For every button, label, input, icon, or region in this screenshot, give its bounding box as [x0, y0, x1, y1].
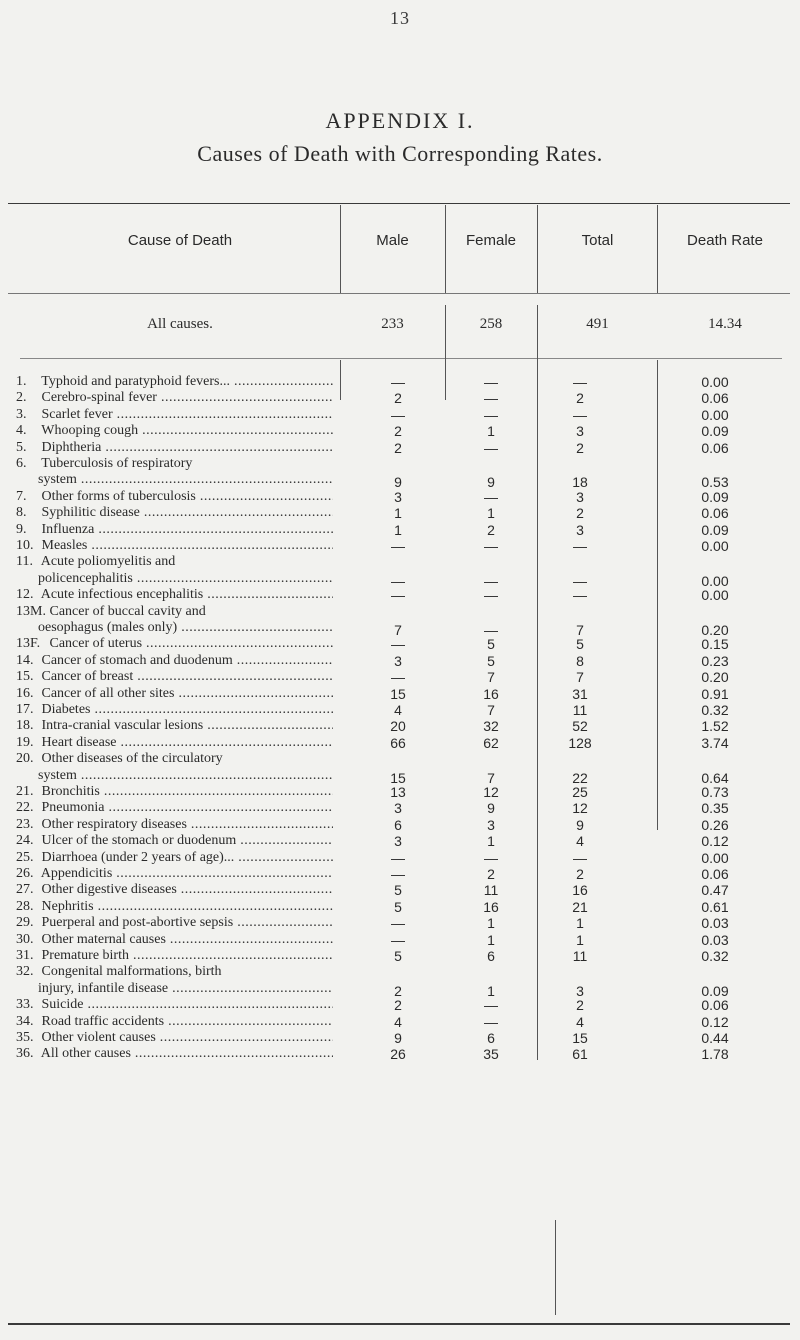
page-number: 13 — [390, 8, 410, 28]
all-causes-rate: 14.34 — [708, 316, 742, 332]
cause-text: Whooping cough — [38, 423, 139, 439]
cell-female: 35 — [483, 1046, 499, 1063]
cause-label — [16, 587, 333, 603]
cell-female: 62 — [483, 734, 499, 751]
cause-number: 5. — [16, 439, 27, 455]
cell-male: — — [391, 538, 405, 554]
cell-male: 5 — [394, 882, 402, 899]
cell-total: 8 — [576, 652, 584, 669]
cause-label — [16, 522, 333, 538]
cause-label — [16, 735, 333, 751]
cell-female: 2 — [487, 521, 495, 538]
cell-rate: 0.20 — [701, 622, 729, 638]
cell-male: — — [391, 866, 405, 882]
cell-male: — — [391, 849, 405, 866]
cause-number: 30. — [16, 931, 34, 947]
cause-number: 34. — [16, 1013, 34, 1029]
cell-male: 3 — [394, 652, 402, 669]
cause-label — [16, 554, 333, 570]
header-death-rate: Death Rate — [687, 232, 763, 249]
cell-total: 7 — [576, 622, 584, 638]
cell-total: 2 — [576, 997, 584, 1014]
all-causes-male: 233 — [381, 316, 404, 332]
cell-rate: 0.61 — [701, 898, 729, 915]
cell-male: 2 — [394, 439, 402, 456]
cell-total: — — [573, 572, 587, 589]
cell-male: 15 — [390, 769, 406, 786]
cell-rate: 0.03 — [701, 915, 729, 932]
cause-text: Acute infectious encephalitis — [38, 587, 204, 603]
cell-rate: 0.09 — [701, 423, 729, 440]
cause-text: Other respiratory diseases — [38, 816, 187, 832]
cause-text: Acute poliomyelitis and — [38, 554, 176, 570]
cell-total: — — [573, 406, 587, 423]
cause-text: Other diseases of the circulatory — [38, 751, 223, 767]
cause-text: Cancer of uterus — [46, 636, 143, 652]
cause-number: 13M. — [16, 603, 46, 619]
cell-female: — — [484, 439, 498, 456]
cell-rate: 0.23 — [701, 652, 729, 669]
cause-number: 31. — [16, 948, 34, 963]
cause-text: system — [38, 767, 77, 783]
cause-label — [16, 833, 333, 849]
cell-male: 2 — [394, 423, 402, 440]
cell-total: 25 — [572, 784, 588, 800]
cell-total: — — [573, 849, 587, 866]
cell-rate: 0.06 — [701, 390, 729, 407]
cell-male: 5 — [394, 898, 402, 915]
cause-text: Typhoid and paratyphoid fevers... — [38, 374, 230, 389]
cell-female: — — [484, 622, 498, 638]
cell-total: — — [573, 587, 587, 604]
cause-text: Intra-cranial vascular lesions — [38, 718, 204, 734]
cause-label — [16, 899, 333, 915]
cell-female: 1 — [487, 505, 495, 522]
cell-total: 2 — [576, 439, 584, 456]
cell-total: — — [573, 538, 587, 554]
appendix-title: APPENDIX I. — [325, 108, 475, 133]
cell-male: 66 — [390, 734, 406, 751]
cause-text: Tuberculosis of respiratory — [38, 456, 193, 471]
cell-female: 3 — [487, 816, 495, 833]
cell-total: 2 — [576, 866, 584, 882]
cause-text: Scarlet fever — [38, 406, 113, 422]
all-causes-female: 258 — [479, 316, 503, 332]
cell-rate: 0.00 — [701, 538, 729, 554]
cause-number: 2. — [16, 390, 27, 406]
cause-number: 28. — [16, 898, 34, 914]
cell-rate: 0.32 — [701, 702, 729, 718]
cause-label — [16, 997, 333, 1013]
cause-label — [16, 505, 333, 521]
cell-rate: 0.09 — [701, 521, 729, 538]
cause-label — [16, 390, 333, 406]
cause-text: Suicide — [38, 997, 84, 1013]
cause-number: 7. — [16, 488, 27, 504]
cell-male: — — [391, 587, 405, 604]
cause-label — [16, 686, 333, 702]
cell-total: 4 — [576, 1013, 584, 1030]
cause-number: 13F. — [16, 636, 41, 652]
cell-rate: 1.52 — [701, 718, 729, 735]
cell-rate: 0.06 — [701, 505, 729, 522]
cause-text: Other forms of tuberculosis — [38, 488, 196, 504]
cell-female: 5 — [487, 652, 495, 669]
cell-rate: 0.47 — [701, 882, 729, 899]
cell-male: — — [391, 669, 405, 686]
cause-label — [16, 407, 333, 423]
cause-text: Appendicitis — [38, 866, 113, 881]
cause-number: 27. — [16, 882, 34, 898]
cause-text: Ulcer of the stomach or duodenum — [38, 833, 237, 849]
cell-male: — — [391, 572, 405, 589]
cause-number: 16. — [16, 685, 34, 701]
cell-rate: 0.12 — [701, 1013, 729, 1030]
header-cause: Cause of Death — [127, 232, 233, 249]
cell-total: 9 — [576, 816, 584, 833]
cause-text: Puerperal and post-abortive sepsis — [38, 915, 234, 931]
cause-label — [16, 932, 333, 948]
cell-total: 3 — [576, 521, 584, 538]
all-causes-label: All causes. — [147, 316, 213, 332]
cause-number: 23. — [16, 816, 34, 832]
cell-female: 1 — [487, 833, 495, 850]
cause-label — [16, 882, 333, 898]
cell-rate: 0.06 — [701, 866, 729, 882]
cause-number: 11. — [16, 554, 33, 570]
cause-text: policencephalitis — [38, 570, 133, 586]
table-title: Causes of Death with Corresponding Rates. — [197, 141, 603, 166]
cause-number: 25. — [16, 849, 34, 865]
cause-number: 20. — [16, 751, 34, 767]
cell-male: — — [391, 406, 405, 423]
cell-female: 6 — [487, 948, 495, 964]
cell-male: 2 — [394, 982, 402, 999]
cell-male: 9 — [394, 474, 402, 491]
cell-female: — — [484, 587, 498, 604]
cause-label — [16, 948, 333, 964]
cell-rate: 0.73 — [701, 784, 729, 800]
cell-male: — — [391, 915, 405, 932]
header-total: Total — [581, 232, 614, 249]
cause-label — [16, 653, 333, 669]
cell-total: 22 — [572, 769, 588, 786]
cause-number: 10. — [16, 538, 34, 553]
cause-text: Cancer of all other sites — [38, 685, 175, 701]
cell-female: — — [484, 538, 498, 554]
cell-total: 5 — [576, 636, 584, 653]
cause-label — [16, 669, 333, 685]
cell-rate: 0.20 — [701, 669, 729, 686]
cause-text: system — [38, 472, 77, 488]
cell-rate: 0.64 — [701, 769, 729, 786]
cause-number: 6. — [16, 456, 27, 471]
cause-label — [16, 718, 333, 734]
cell-total: 11 — [572, 702, 588, 718]
cell-male: 5 — [394, 948, 402, 964]
cell-total: 52 — [572, 718, 588, 735]
cell-male: 26 — [390, 1046, 406, 1063]
cause-text: All other causes — [38, 1046, 131, 1062]
cell-male: 13 — [390, 784, 406, 800]
cell-female: 1 — [487, 931, 495, 948]
cause-text: Bronchitis — [38, 784, 100, 799]
cause-label — [16, 1046, 333, 1062]
cell-total: 15 — [572, 1030, 588, 1046]
cell-rate: 0.26 — [701, 816, 729, 833]
cause-label — [16, 472, 333, 488]
cell-rate: 0.00 — [701, 374, 729, 390]
cell-rate: 0.06 — [701, 439, 729, 456]
cell-female: 9 — [487, 474, 495, 491]
cell-male: — — [391, 374, 405, 390]
cause-number: 29. — [16, 915, 34, 931]
cause-number: 32. — [16, 964, 34, 980]
cell-total: 3 — [576, 423, 584, 440]
cause-text: Cancer of buccal cavity and — [46, 603, 206, 619]
cell-rate: 0.53 — [701, 474, 729, 491]
cell-rate: 0.00 — [701, 406, 729, 423]
cell-total: 16 — [572, 882, 588, 899]
cause-label — [16, 374, 333, 390]
cell-female: — — [484, 1013, 498, 1030]
cell-male: 4 — [394, 702, 402, 718]
cell-female: 1 — [487, 982, 495, 999]
cause-number: 15. — [16, 669, 34, 685]
cell-total: 31 — [572, 685, 588, 702]
cause-label — [16, 768, 333, 784]
cell-rate: 0.35 — [701, 800, 729, 817]
cause-text: Road traffic accidents — [38, 1013, 165, 1029]
cell-total: — — [573, 374, 587, 390]
cell-female: 7 — [487, 702, 495, 718]
cell-male: 1 — [394, 521, 402, 538]
cell-rate: 3.74 — [701, 734, 729, 751]
cell-male: 6 — [394, 816, 402, 833]
cause-label — [16, 620, 333, 636]
cause-label — [16, 1030, 333, 1046]
cause-number: 19. — [16, 734, 34, 750]
cell-total: 12 — [572, 800, 588, 817]
cause-text: Cancer of stomach and duodenum — [38, 652, 233, 668]
cause-text: Measles — [38, 538, 88, 553]
cause-number: 18. — [16, 718, 34, 734]
cell-male: — — [391, 931, 405, 948]
cause-label — [16, 440, 333, 456]
cause-text: Other violent causes — [38, 1030, 156, 1045]
cell-male: 2 — [394, 390, 402, 407]
cell-rate: 0.91 — [701, 685, 729, 702]
cause-label — [16, 784, 333, 800]
cause-number: 22. — [16, 800, 34, 816]
cell-female: 6 — [487, 1030, 495, 1046]
cause-text: Diabetes — [38, 702, 91, 717]
cell-female: — — [484, 572, 498, 589]
cause-label — [16, 1014, 333, 1030]
cause-label — [16, 702, 333, 718]
cell-female: — — [484, 390, 498, 407]
cell-total: 7 — [576, 669, 584, 686]
cell-total: 3 — [576, 488, 584, 505]
cause-text: injury, infantile disease — [38, 980, 169, 996]
cell-female: 5 — [487, 636, 495, 653]
cell-male: 1 — [394, 505, 402, 522]
cause-number: 36. — [16, 1046, 34, 1062]
cell-total: 128 — [568, 734, 592, 751]
cell-rate: 0.03 — [701, 931, 729, 948]
cause-label — [16, 866, 333, 882]
cell-rate: 0.00 — [701, 587, 729, 604]
cell-rate: 0.00 — [701, 849, 729, 866]
cause-number: 12. — [16, 587, 34, 603]
cause-number: 35. — [16, 1030, 34, 1045]
cause-label — [16, 964, 333, 980]
cell-female: 1 — [487, 915, 495, 932]
cell-male: 3 — [394, 800, 402, 817]
cell-female: 7 — [487, 669, 495, 686]
cell-rate: 0.00 — [701, 572, 729, 589]
cell-rate: 0.06 — [701, 997, 729, 1014]
cause-number: 8. — [16, 505, 27, 521]
cause-number: 24. — [16, 833, 34, 849]
cell-total: 18 — [572, 474, 588, 491]
cause-label — [16, 850, 333, 866]
cell-male: 20 — [390, 718, 406, 735]
cell-total: 2 — [576, 390, 584, 407]
cause-label — [16, 915, 333, 931]
cause-text: Nephritis — [38, 898, 94, 914]
cell-rate: 0.15 — [701, 636, 729, 653]
cell-rate: 0.09 — [701, 982, 729, 999]
cause-label — [16, 489, 333, 505]
cell-female: 11 — [483, 882, 499, 899]
cause-number: 9. — [16, 521, 27, 537]
cell-total: 21 — [572, 898, 588, 915]
cell-female: — — [484, 849, 498, 866]
header-female: Female — [465, 232, 517, 249]
cause-number: 3. — [16, 406, 27, 422]
cause-text: Other maternal causes — [38, 931, 166, 947]
cause-label — [16, 456, 333, 472]
cell-rate: 1.78 — [701, 1046, 729, 1063]
cause-text: Diarrhoea (under 2 years of age)... — [38, 849, 235, 865]
cause-label — [16, 604, 333, 620]
cause-text: Diphtheria — [38, 439, 102, 455]
cell-female: 16 — [483, 898, 499, 915]
cause-text: Cancer of breast — [38, 669, 134, 685]
cause-number: 4. — [16, 423, 27, 439]
cell-rate: 0.32 — [701, 948, 729, 964]
cell-male: 3 — [394, 833, 402, 850]
cause-text: Influenza — [38, 521, 95, 537]
cause-text: Congenital malformations, birth — [38, 964, 222, 980]
cell-total: 3 — [576, 982, 584, 999]
cell-female: 9 — [487, 800, 495, 817]
cell-male: 15 — [390, 685, 406, 702]
cell-total: 61 — [572, 1046, 588, 1063]
cause-number: 17. — [16, 702, 34, 717]
cause-label — [16, 538, 333, 554]
cell-male: 4 — [394, 1013, 402, 1030]
cell-female: 32 — [483, 718, 499, 735]
cause-text: oesophagus (males only) — [38, 620, 178, 635]
cell-male: 2 — [394, 997, 402, 1014]
cause-number: 14. — [16, 652, 34, 668]
cause-text: Premature birth — [38, 948, 129, 963]
cause-label — [16, 423, 333, 439]
cell-total: 1 — [576, 915, 584, 932]
cause-text: Pneumonia — [38, 800, 105, 816]
cell-female: — — [484, 374, 498, 390]
cell-rate: 0.12 — [701, 833, 729, 850]
cause-label — [16, 571, 333, 587]
cause-text: Cerebro-spinal fever — [38, 390, 157, 406]
cell-female: 2 — [487, 866, 495, 882]
cause-label — [16, 981, 333, 997]
cell-male: 7 — [394, 622, 402, 638]
cause-label — [16, 636, 333, 652]
cell-female: 12 — [483, 784, 499, 800]
cell-female: 7 — [487, 769, 495, 786]
cell-total: 1 — [576, 931, 584, 948]
cell-male: 3 — [394, 488, 402, 505]
cell-total: 2 — [576, 505, 584, 522]
cause-number: 33. — [16, 997, 34, 1013]
cell-female: — — [484, 488, 498, 505]
all-causes-total: 491 — [586, 316, 609, 332]
header-male: Male — [376, 232, 409, 249]
cell-female: 16 — [483, 685, 499, 702]
cause-text: Syphilitic disease — [38, 505, 140, 521]
cell-female: — — [484, 997, 498, 1014]
cause-text: Other digestive diseases — [38, 882, 177, 898]
cause-number: 21. — [16, 784, 34, 799]
cell-female: — — [484, 406, 498, 423]
cell-male: 9 — [394, 1030, 402, 1046]
cause-label — [16, 800, 333, 816]
cause-text: Heart disease — [38, 734, 117, 750]
cell-male: — — [391, 636, 405, 653]
cell-rate: 0.09 — [701, 488, 729, 505]
cause-number: 26. — [16, 866, 34, 881]
cell-female: 1 — [487, 423, 495, 440]
cell-total: 4 — [576, 833, 584, 850]
cause-label — [16, 817, 333, 833]
cell-rate: 0.44 — [701, 1030, 729, 1046]
cell-total: 11 — [572, 948, 588, 964]
cause-number: 1. — [16, 374, 27, 389]
cause-label — [16, 751, 333, 767]
